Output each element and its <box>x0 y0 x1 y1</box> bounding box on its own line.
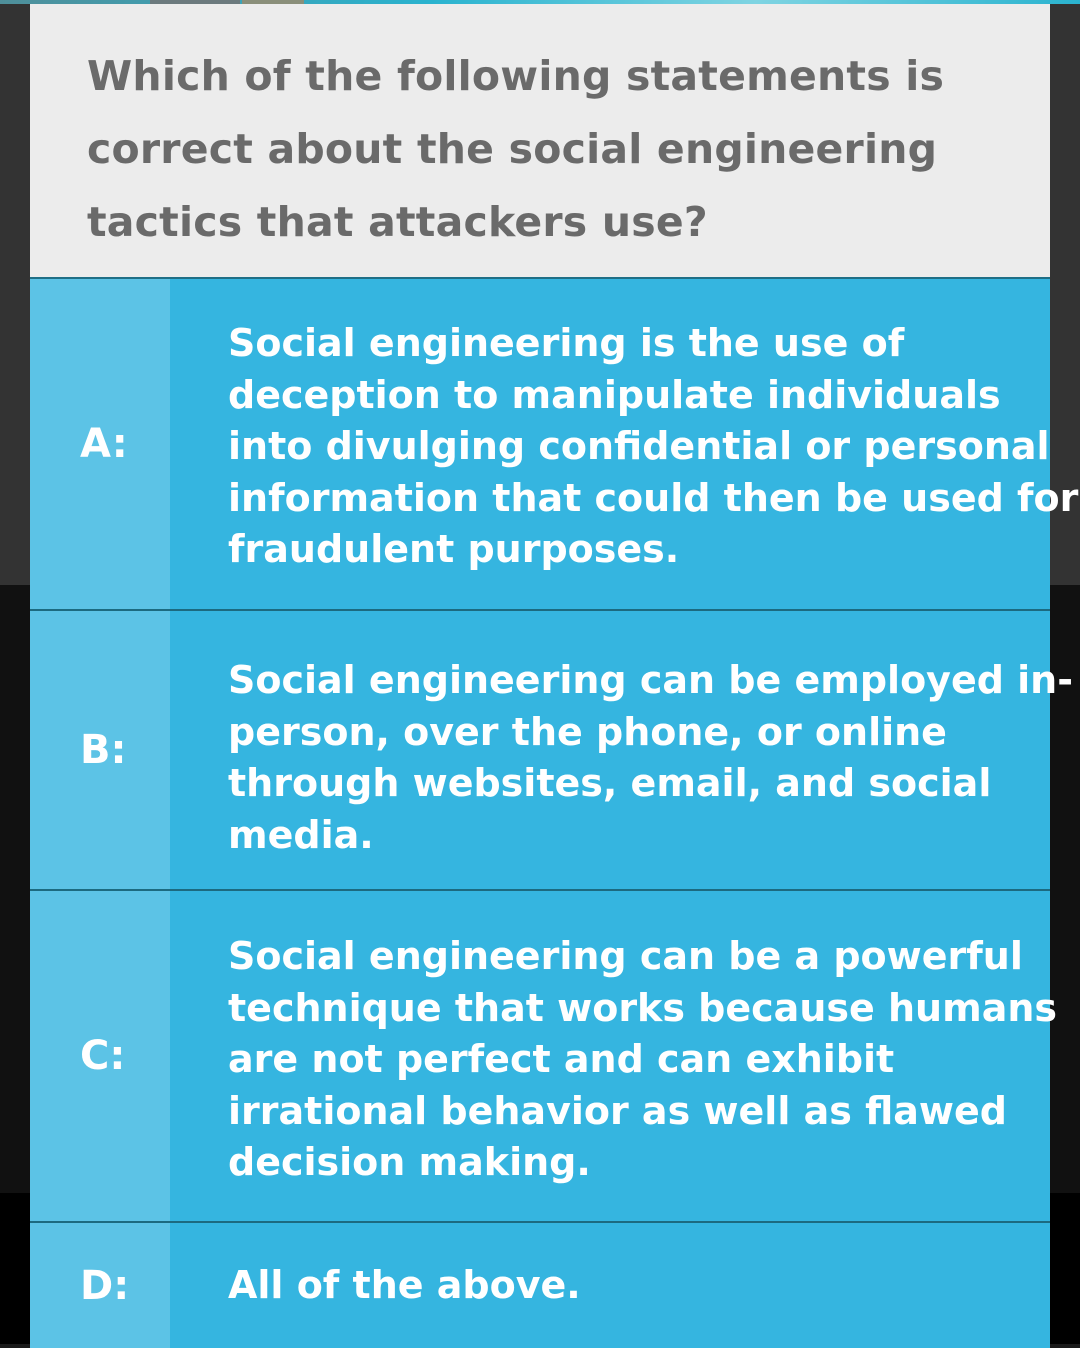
question-line: correct about the social engineering <box>87 125 938 173</box>
answer-option-b[interactable] <box>30 611 1073 891</box>
question-line: tactics that attackers use? <box>87 198 708 246</box>
option-line: decision making. <box>228 1140 591 1184</box>
option-text-cell <box>170 611 1073 889</box>
option-line: information that could then be used for <box>228 475 1079 520</box>
option-line: All of the above. <box>228 1263 581 1307</box>
question-panel <box>30 4 1050 279</box>
quiz-card <box>30 4 1079 1344</box>
option-line: technique that works because humans <box>228 985 1058 1030</box>
option-letter-cell <box>30 1223 170 1348</box>
option-letter: C: <box>80 1033 126 1079</box>
option-line: through websites, email, and social <box>228 761 992 805</box>
option-line: are not perfect and can exhibit <box>228 1037 895 1081</box>
option-line: person, over the phone, or online <box>228 709 947 754</box>
answer-option-a[interactable] <box>30 279 1079 611</box>
option-line: into divulging confidential or personal <box>228 424 1050 468</box>
option-text-cell <box>170 1223 1050 1348</box>
option-letter-cell <box>30 891 170 1221</box>
option-line: fraudulent purposes. <box>228 527 680 571</box>
option-letter: A: <box>80 421 128 467</box>
option-letter: D: <box>80 1262 130 1309</box>
option-line: Social engineering can be a powerful <box>228 934 1023 978</box>
option-line: deception to manipulate individuals <box>228 372 1001 417</box>
option-text-cell <box>170 891 1058 1221</box>
option-text <box>228 318 1079 576</box>
option-text <box>228 1260 1008 1312</box>
option-text-cell <box>170 279 1079 609</box>
answer-option-d[interactable] <box>30 1223 1050 1348</box>
option-line: irrational behavior as well as flawed <box>228 1088 1007 1133</box>
answer-option-c[interactable] <box>30 891 1058 1223</box>
option-text <box>228 931 1058 1189</box>
option-text <box>228 655 1073 861</box>
option-letter: B: <box>80 727 127 773</box>
option-line: media. <box>228 812 374 857</box>
option-letter-cell <box>30 279 170 609</box>
option-line: Social engineering can be employed in- <box>228 658 1073 702</box>
question-line: Which of the following statements is <box>87 52 945 100</box>
question-text <box>87 40 987 259</box>
option-line: Social engineering is the use of <box>228 321 905 365</box>
option-letter-cell <box>30 611 170 889</box>
